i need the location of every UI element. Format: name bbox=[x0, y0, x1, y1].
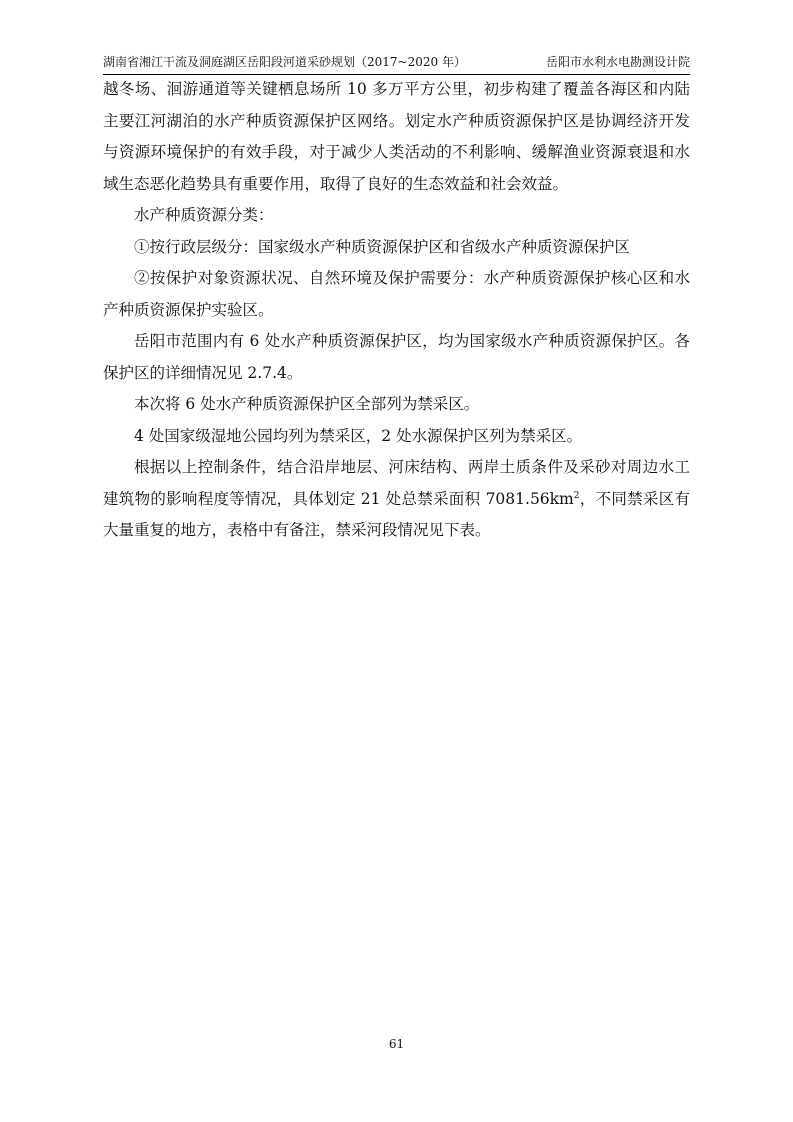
header-document-title: 湖南省湘江干流及洞庭湖区岳阳段河道采砂规划（2017~2020 年） bbox=[103, 55, 466, 69]
header-organization: 岳阳市水利水电勘测设计院 bbox=[545, 55, 690, 69]
body-content bbox=[103, 74, 690, 547]
page-header bbox=[103, 52, 690, 75]
paragraph-continuation: 越冬场、洄游通道等关键栖息场所 10 多万平方公里，初步构建了覆盖各海区和内陆主要江河湖泊的水产种质资源保护区网络。划定水产种质资源保护区是协调经济开发与资源环境保护的有效手段，对于减少人类活动的不利影响、缓解渔业资源衰退和水域生态恶化趋势具有重要作用，取得了良好的生态效益和社会效益。 bbox=[103, 80, 690, 193]
paragraph-reserves-prohibited: 本次将 6 处水产种质资源保护区全部列为禁采区。 bbox=[134, 395, 480, 413]
page-number: 61 bbox=[388, 1037, 405, 1051]
paragraph-classification-item-1: ①按行政层级分：国家级水产种质资源保护区和省级水产种质资源保护区 bbox=[134, 237, 631, 256]
paragraph-classification-item-2: ②按保护对象资源状况、自然环境及保护需要分：水产种质资源保护核心区和水产种质资源保护实验区。 bbox=[103, 269, 690, 319]
paragraph-prohibited-area-summary bbox=[103, 452, 690, 547]
area-unit-superscript: 2 bbox=[573, 490, 580, 501]
paragraph-yueyang-reserves: 岳阳市范围内有 6 处水产种质资源保护区，均为国家级水产种质资源保护区。各保护区的详细情况见 2.7.4。 bbox=[103, 332, 690, 382]
paragraph-wetland-parks: 4 处国家级湿地公园均列为禁采区，2 处水源保护区列为禁采区。 bbox=[134, 426, 583, 445]
summary-text-after: ，不同禁采区有大量重复的地方，表格中有备注，禁采河段情况见下表。 bbox=[103, 489, 690, 539]
paragraph-classification-heading: 水产种质资源分类： bbox=[134, 206, 274, 224]
summary-text-before: 根据以上控制条件，结合沿岸地层、河床结构、两岸土质条件及采砂对周边水工建筑物的影响程度等情况，具体划定 21 处总禁采面积 7081.56km bbox=[103, 458, 690, 508]
